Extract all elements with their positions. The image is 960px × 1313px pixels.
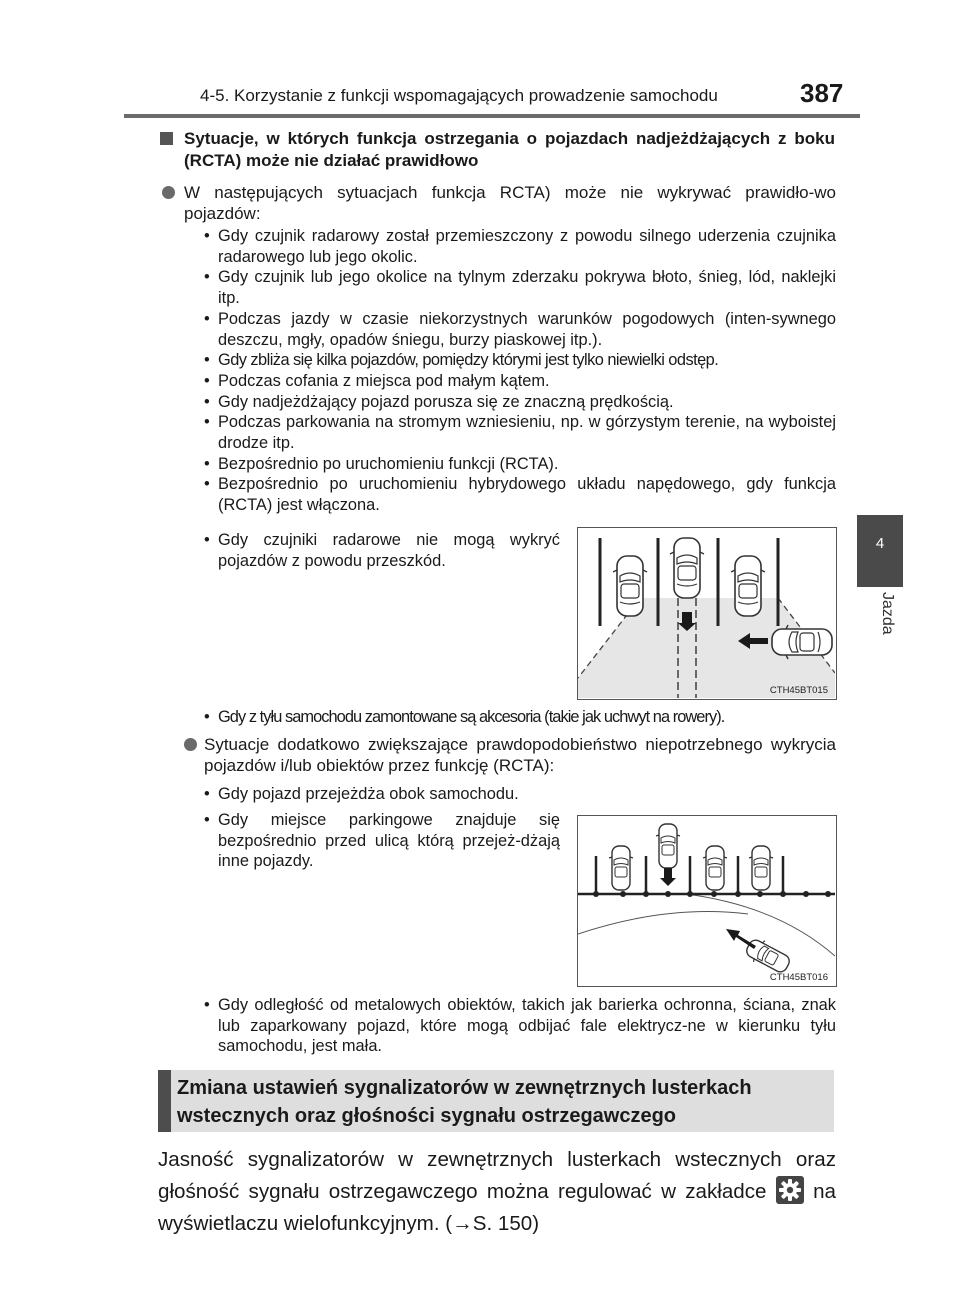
section-heading-text: Sytuacje, w których funkcja ostrzegania o pojazdach nadjeżdżających z boku (RCTA) może nie działać prawidłowo xyxy=(184,129,835,170)
list-item: • Gdy czujnik radarowy został przemieszczony z powodu silnego uderzenia czujnika radarowego lub jego okolic. xyxy=(204,226,836,267)
list-item: • Gdy nadjeżdżający pojazd porusza się ze znaczną prędkością. xyxy=(204,392,836,413)
group1-intro xyxy=(184,182,836,224)
list-item: • Podczas cofania z miejsca pod małym kątem. xyxy=(204,371,836,392)
list-item: • Podczas parkowania na stromym wzniesieniu, np. w górzystym terenie, na wyboistej drodze itp. xyxy=(204,412,836,453)
figure-parking-obstacles xyxy=(577,527,837,700)
list-item: • Bezpośrednio po uruchomieniu hybrydowego układu napędowego, gdy funkcja (RCTA) jest włączona. xyxy=(204,474,836,515)
list-item: • Podczas jazdy w czasie niekorzystnych warunków pogodowych (inten-sywnego deszczu, mgły, opadów śniegu, burzy piaskowej itp.). xyxy=(204,309,836,350)
square-bullet-icon xyxy=(160,132,173,145)
list-item-passing: • Gdy pojazd przejeżdża obok samochodu. xyxy=(204,784,604,805)
round-bullet-icon xyxy=(184,738,197,751)
figure-code: CTH45BT015 xyxy=(769,685,828,696)
subsection-heading: Zmiana ustawień sygnalizatorów w zewnętrznych lusterkach wstecznych oraz głośności sygnału ostrzegawczego xyxy=(158,1070,834,1132)
list-item-obstacles: • Gdy czujniki radarowe nie mogą wykryć pojazdów z powodu przeszkód. xyxy=(204,530,560,571)
chapter-label: Jazda xyxy=(879,592,896,635)
parking-diagram-1 xyxy=(578,528,835,698)
list-item-accessories-text: Gdy z tyłu samochodu zamontowane są akcesoria (takie jak uchwyt na rowery). xyxy=(218,708,725,726)
list-item-accessories xyxy=(204,707,836,728)
parking-diagram-2 xyxy=(578,816,835,985)
body-text-part2: na wyświetlaczu wielofunkcyjnym. ( xyxy=(158,1180,836,1235)
figure-code: CTH45BT016 xyxy=(769,972,828,983)
page-reference-link[interactable]: S. 150) xyxy=(472,1212,540,1235)
list-item-metal: • Gdy odległość od metalowych obiektów, takich jak barierka ochronna, ściana, znak lub zaparkowany pojazd, które mogą odbijać fale elektrycz-ne w kierunku tyłu samochodu, jest mała. xyxy=(204,995,836,1057)
running-header: 4-5. Korzystanie z funkcji wspomagających prowadzenie samochodu xyxy=(200,86,718,105)
page-number: 387 xyxy=(800,78,844,108)
list-item-parking: • Gdy miejsce parkingowe znajduje się bezpośrednio przed ulicą którą przejeż-dżają inne pojazdy. xyxy=(204,810,560,872)
page-reference-arrow-icon: → xyxy=(452,1212,473,1235)
group1-intro-text: W następujących sytuacjach funkcja RCTA) może nie wykrywać prawidło-wo pojazdów: xyxy=(184,183,836,223)
section-heading xyxy=(160,128,835,172)
round-bullet-icon xyxy=(162,186,175,199)
header-rule xyxy=(124,114,860,118)
list-item: • Gdy czujnik lub jego okolice na tylnym zderzaku pokrywa błoto, śnieg, lód, naklejki itp. xyxy=(204,267,836,308)
chapter-number: 4 xyxy=(875,535,885,552)
group1-list xyxy=(204,226,836,516)
body-paragraph xyxy=(158,1144,836,1240)
body-text-part1: Jasność sygnalizatorów w zewnętrznych lusterkach wstecznych oraz głośność sygnału ostrzegawczego można regulować w zakładce xyxy=(158,1148,836,1203)
list-item: • Gdy zbliża się kilka pojazdów, pomiędzy którymi jest tylko niewielki odstęp. xyxy=(204,350,836,371)
group2-intro-text: Sytuacje dodatkowo zwiększające prawdopodobieństwo niepotrzebnego wykrycia pojazdów i/lub obiektów przez funkcję (RCTA): xyxy=(204,735,836,775)
chapter-tab[interactable] xyxy=(857,515,903,587)
list-item: • Bezpośrednio po uruchomieniu funkcji (RCTA). xyxy=(204,454,836,475)
figure-parking-street xyxy=(577,815,837,987)
group2-intro xyxy=(204,734,836,776)
settings-gear-icon xyxy=(776,1176,804,1204)
